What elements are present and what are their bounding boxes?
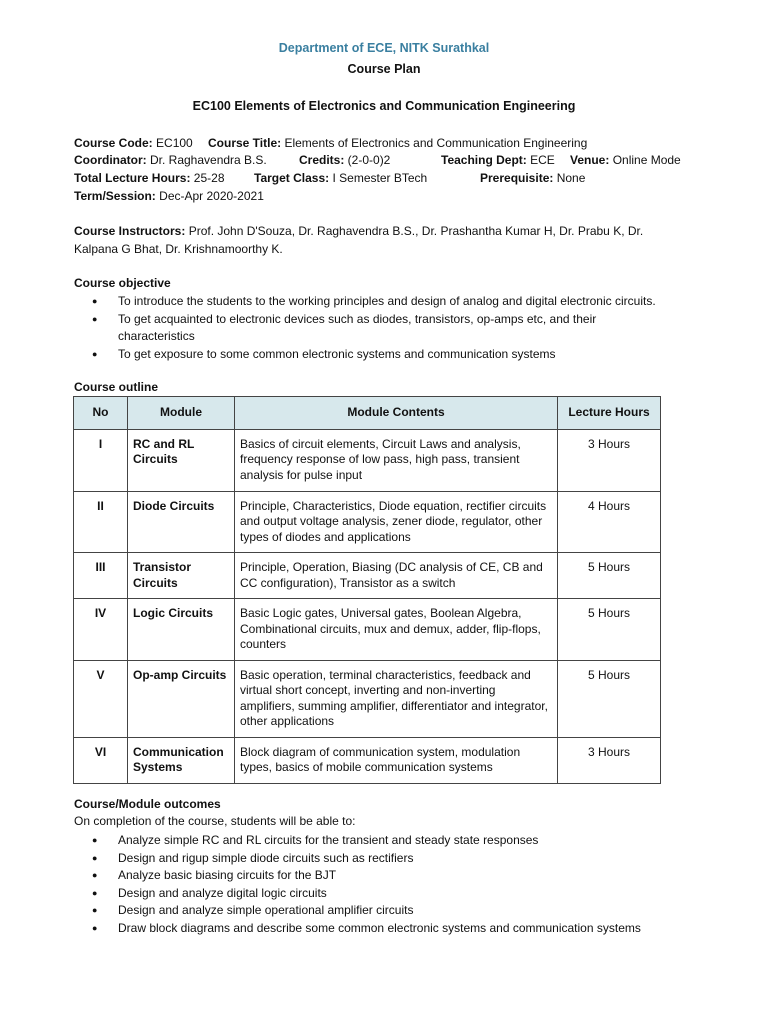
lecture-hours: 3 Hours	[558, 429, 661, 491]
table-row	[74, 599, 661, 661]
table-header-row	[74, 397, 661, 430]
list-item: ● Design and analyze digital logic circuits	[92, 885, 712, 903]
course-code-field	[74, 136, 193, 150]
lecture-hours: 5 Hours	[558, 553, 661, 599]
venue-value: Online Mode	[609, 153, 681, 167]
module-name: Op-amp Circuits	[128, 660, 235, 737]
target-class-field	[254, 171, 427, 185]
prerequisite-label: Prerequisite:	[480, 171, 554, 185]
module-name: Diode Circuits	[128, 491, 235, 553]
course-title-label: Course Title:	[208, 136, 282, 150]
table-row	[74, 660, 661, 737]
course-title-value: Elements of Electronics and Communication Engineering	[281, 136, 588, 150]
course-instructors	[74, 223, 674, 258]
lecture-hours: 4 Hours	[558, 491, 661, 553]
module-name: Transistor Circuits	[128, 553, 235, 599]
coordinator-value: Dr. Raghavendra B.S.	[146, 153, 267, 167]
list-item: ● Design and rigup simple diode circuits such as rectifiers	[92, 850, 712, 868]
list-item: ● Draw block diagrams and describe some common electronic systems and communication systems	[92, 920, 712, 938]
column-header-contents: Module Contents	[235, 397, 558, 430]
column-header-hours: Lecture Hours	[558, 397, 661, 430]
coordinator-label: Coordinator:	[74, 153, 147, 167]
target-class-value: I Semester BTech	[329, 171, 428, 185]
lecture-hours: 5 Hours	[558, 660, 661, 737]
module-contents: Principle, Characteristics, Diode equation, rectifier circuits and output voltage analysis, zener diode, regulator, other types of diodes and applications	[235, 491, 558, 553]
list-item: ● To introduce the students to the working principles and design of analog and digital electronic circuits.	[92, 293, 712, 311]
coordinator-field	[74, 153, 267, 167]
venue-label: Venue:	[570, 153, 610, 167]
lecture-hours: 5 Hours	[558, 599, 661, 661]
table-row	[74, 491, 661, 553]
table-row	[74, 737, 661, 783]
term-label: Term/Session:	[74, 189, 156, 203]
prerequisite-field	[480, 171, 585, 185]
module-contents: Basic operation, terminal characteristics, feedback and virtual short concept, inverting and non-inverting amplifiers, summing amplifier, differentiator and integrator, other applications	[235, 660, 558, 737]
lecture-hours-label: Total Lecture Hours:	[74, 171, 191, 185]
teaching-dept-value: ECE	[526, 153, 555, 167]
table-row	[74, 429, 661, 491]
module-contents: Principle, Operation, Biasing (DC analysis of CE, CB and CC configuration), Transistor as a switch	[235, 553, 558, 599]
meta-line-1	[74, 136, 193, 150]
document-type: Course Plan	[347, 62, 421, 76]
teaching-dept-label: Teaching Dept:	[441, 153, 527, 167]
term-value: Dec-Apr 2020-2021	[155, 189, 264, 203]
course-heading: EC100 Elements of Electronics and Communication Engineering	[192, 99, 576, 113]
column-header-no: No	[74, 397, 128, 430]
list-item: ● Analyze simple RC and RL circuits for the transient and steady state responses	[92, 832, 712, 850]
list-item: ● To get exposure to some common electronic systems and communication systems	[92, 346, 712, 364]
module-number: III	[74, 553, 128, 599]
list-item: ● To get acquainted to electronic devices such as diodes, transistors, op-amps etc, and their characteristics	[92, 311, 658, 346]
module-contents: Block diagram of communication system, modulation types, basics of mobile communication systems	[235, 737, 558, 783]
department-title: Department of ECE, NITK Surathkal	[278, 41, 490, 55]
credits-value: (2-0-0)2	[344, 153, 391, 167]
outcomes-list	[92, 832, 712, 937]
module-name: Communication Systems	[128, 737, 235, 783]
lecture-hours: 3 Hours	[558, 737, 661, 783]
credits-label: Credits:	[299, 153, 345, 167]
outcomes-intro: On completion of the course, students will be able to:	[74, 814, 356, 828]
lecture-hours-value: 25-28	[190, 171, 225, 185]
credits-field	[299, 153, 390, 167]
column-header-module: Module	[128, 397, 235, 430]
course-code-label: Course Code:	[74, 136, 153, 150]
lecture-hours-field	[74, 171, 225, 185]
list-item: ● Design and analyze simple operational amplifier circuits	[92, 902, 712, 920]
table-row	[74, 553, 661, 599]
module-name: Logic Circuits	[128, 599, 235, 661]
module-number: IV	[74, 599, 128, 661]
outline-heading: Course outline	[74, 380, 159, 394]
course-code-value: EC100	[152, 136, 193, 150]
course-title-field	[208, 136, 587, 150]
module-number: V	[74, 660, 128, 737]
module-name: RC and RL Circuits	[128, 429, 235, 491]
course-outline-table	[73, 396, 661, 784]
module-number: VI	[74, 737, 128, 783]
list-item: ● Analyze basic biasing circuits for the BJT	[92, 867, 712, 885]
objective-list	[92, 293, 712, 363]
teaching-dept-field	[441, 153, 555, 167]
term-field	[74, 189, 264, 203]
module-number: I	[74, 429, 128, 491]
objective-heading: Course objective	[74, 276, 171, 290]
module-contents: Basic Logic gates, Universal gates, Boolean Algebra, Combinational circuits, mux and demux, adder, flip-flops, counters	[235, 599, 558, 661]
module-number: II	[74, 491, 128, 553]
module-contents: Basics of circuit elements, Circuit Laws and analysis, frequency response of low pass, high pass, transient analysis for pulse input	[235, 429, 558, 491]
prerequisite-value: None	[553, 171, 586, 185]
instructors-names: Prof. John D'Souza, Dr. Raghavendra B.S., Dr. Prashantha Kumar H, Dr. Prabu K, Dr. Kalpana G Bhat, Dr. Krishnamoorthy K.	[74, 224, 644, 256]
outcomes-heading: Course/Module outcomes	[74, 797, 221, 811]
target-class-label: Target Class:	[254, 171, 330, 185]
instructors-label: Course Instructors:	[74, 224, 186, 238]
venue-field	[570, 153, 681, 167]
